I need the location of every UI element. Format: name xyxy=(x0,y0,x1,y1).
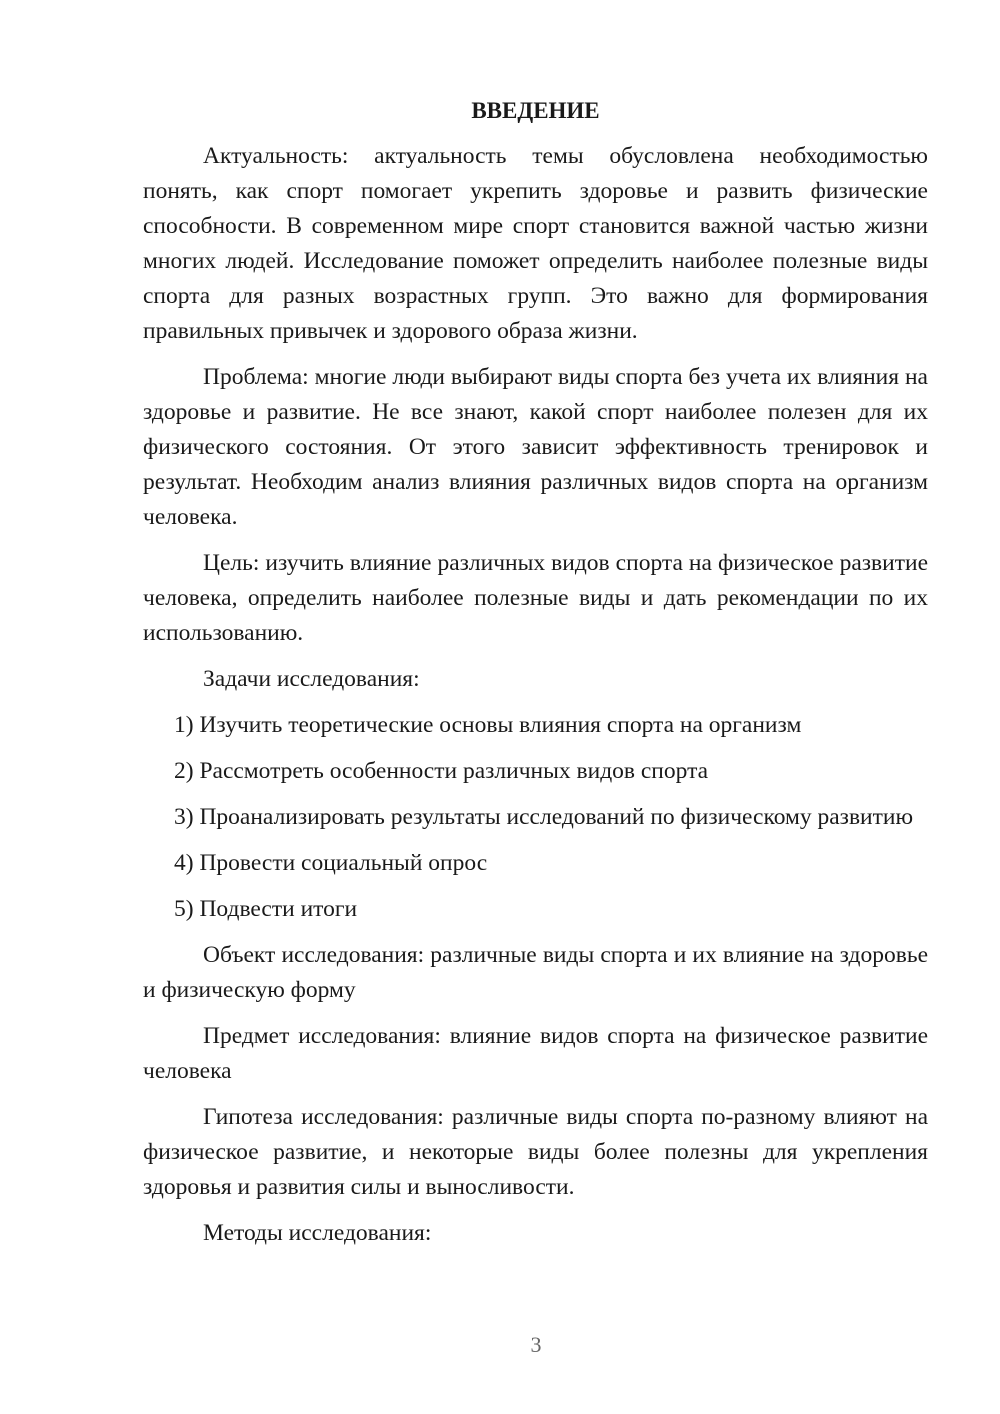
paragraph-problem: Проблема: многие люди выбирают виды спорта без учета их влияния на здоровье и развитие. Не все знают, какой спорт наиболее полезен для их физического состояния. От этого зависит эффективность тренировок и результат. Необходим анализ влияния различных видов спорта на организм человека. xyxy=(143,364,928,530)
paragraph-hypothesis: Гипотеза исследования: различные виды спорта по-разному влияют на физическое развитие, и некоторые виды более полезны для укрепления здоровья и развития силы и выносливости. xyxy=(143,1104,928,1200)
paragraph-object: Объект исследования: различные виды спорта и их влияние на здоровье и физическую форму xyxy=(143,942,928,1003)
paragraph-subject: Предмет исследования: влияние видов спорта на физическое развитие человека xyxy=(143,1023,928,1084)
page-content xyxy=(143,95,928,1262)
paragraph-goal: Цель: изучить влияние различных видов спорта на физическое развитие человека, определить наиболее полезные виды и дать рекомендации по их использованию. xyxy=(143,550,928,646)
paragraph-methods-heading: Методы исследования: xyxy=(203,1220,432,1246)
paragraph-tasks-heading: Задачи исследования: xyxy=(203,666,420,692)
task-item: 4) Провести социальный опрос xyxy=(174,850,488,876)
task-item: 5) Подвести итоги xyxy=(174,896,358,922)
task-item: 3) Проанализировать результаты исследований по физическому развитию xyxy=(174,804,914,830)
task-item: 2) Рассмотреть особенности различных видов спорта xyxy=(174,758,709,784)
paragraph-relevance: Актуальность: актуальность темы обусловлена необходимостью понять, как спорт помогает укрепить здоровье и развить физические способности. В современном мире спорт становится важной частью жизни многих людей. Исследование поможет определить наиболее полезные виды спорта для разных возрастных групп. Это важно для формирования правильных привычек и здорового образа жизни. xyxy=(143,143,928,344)
page-title: ВВЕДЕНИЕ xyxy=(471,98,600,123)
task-item: 1) Изучить теоретические основы влияния спорта на организм xyxy=(174,712,802,738)
page-number: 3 xyxy=(530,1332,542,1357)
